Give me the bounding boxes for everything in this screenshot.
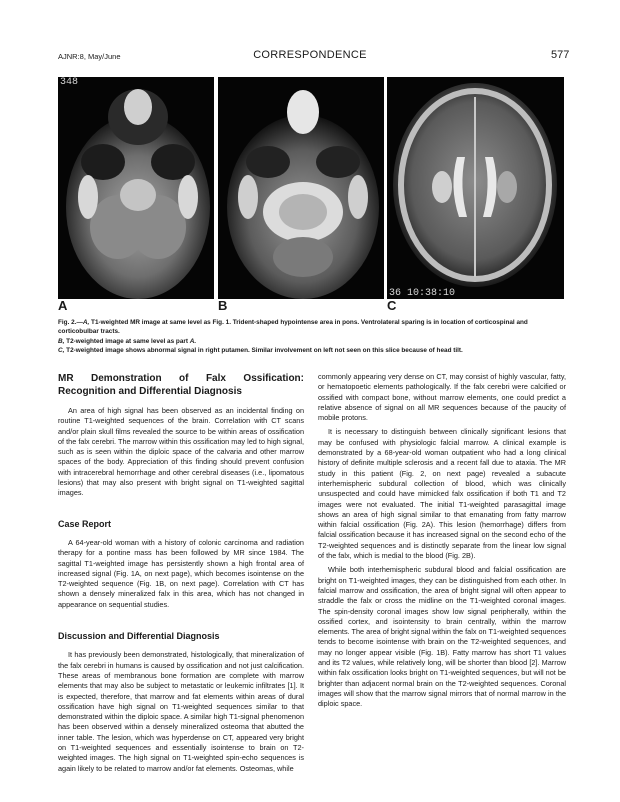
discussion-paragraph-1-continued: commonly appearing very dense on CT, may consist of highly vascular, fatty, or hematopoetic elements pathologically. If the falx cerebri were calcified or ossified with compact bone, without marrow elements, one could predict a relative absence of signal on all MR sequences because of the paucity of mobile protons. bbox=[318, 372, 566, 423]
page-number: 577 bbox=[551, 49, 570, 61]
case-report-heading: Case Report bbox=[58, 518, 112, 529]
figure-caption bbox=[58, 318, 566, 356]
caption-fig-prefix: Fig. 2.— bbox=[58, 319, 83, 326]
discussion-paragraph-3: While both interhemispheric subdural blood and falcial ossification are bright on T1-weighted images, they can be distinguished from each other. In falcial marrow and ossification, the area of bright signal will often appear to straddle the falx or cross the midline on the T1-weighted coronal images. The spin-density coronal images show low signal peripherally, within the ossified cortex, and isointensity to brain centrally, within the marrow elements. The area of bright signal within the falx on T1-weighted sequences tends to become isointense with brain on the T2-weighted sequences, and may no longer appear visible (Fig. 1B). Fatty marrow has short T1 values and its T2 values, while relatively long, will be shorter than blood [2]. Marrow within falx ossification looks bright on T1-weighted sequences, but will not be brighter than adjacent normal brain on the T2-weighted sequences. Coronal images will show that the marrow signal mirrors that of normal marrow in the diploic space. bbox=[318, 565, 566, 709]
caption-b-marker: B, bbox=[58, 337, 65, 345]
panel-label-c: C bbox=[387, 298, 397, 313]
caption-b-end: A. bbox=[189, 337, 197, 345]
case-report-paragraph: A 64-year-old woman with a history of colonic carcinoma and radiation therapy for a pontine mass has been followed by MR since 1984. The sagittal T1-weighted image has persistently shown a high frontal area of increased signal (Fig. 1A, on next page), which becomes isointense on the T2-weighted sequence (Fig. 1B, on next page). Correlation with CT has shown a densely mineralized falx in this area, which has not changed in appearance on sequential studies. bbox=[58, 537, 304, 609]
panel-a-overlay-text: 348 bbox=[60, 77, 79, 88]
mri-panel-c bbox=[387, 77, 564, 299]
panel-label-a: A bbox=[58, 298, 68, 313]
journal-reference: AJNR:8, May/June bbox=[58, 52, 121, 61]
panel-c-overlay-text: 36 10:38:10 bbox=[389, 288, 456, 299]
caption-a-text: T1-weighted MR image at same level as Fig. 1. Trident-shaped hypointense area in pons. Ventrolateral sparing is in location of corticospinal and corticobulbar tracts. bbox=[58, 319, 528, 336]
mri-panel-a bbox=[58, 77, 214, 299]
left-column bbox=[58, 372, 304, 774]
intro-paragraph: An area of high signal has been observed as an incidental finding on routine T1-weighted sequences of the brain. Correlation with CT scans and/or plain skull films revealed the source to be within areas of ossification of the falx cerebri. The marrow within this ossification may led to high signal, such as is seen within the diploic space of the calvaria and other marrow spaces of the body. Appreciation of this finding should prevent confusion with intracerebral hemorrhage and other cerebral diseases (i.e., lipomatous lesions) that may also present with bright signal on T1-weighted sagittal images. bbox=[58, 406, 304, 498]
panel-label-b: B bbox=[218, 298, 228, 313]
caption-b-text: T2-weighted image at same level as part bbox=[64, 337, 190, 345]
caption-c-text: T2-weighted image shows abnormal signal in right putamen. Similar involvement on left not seen on this slice because of head tilt. bbox=[64, 347, 463, 355]
discussion-paragraph-1: It has previously been demonstrated, histologically, that mineralization of the falx cerebri in humans is caused by ossification and not just calcification. These areas of membranous bone formation are complete with marrow elements that may also be subject to metastatic or leukemic infiltrates [1]. It is expected, therefore, that marrow and fat elements within areas of dural ossification have high signal on T1-weighted sequences similar to that demonstrated within the diploic space. A similar high T1-signal phenomenon has been observed within a densely mineralized osteoma that abutted the inner table. The lesion, which was hyperdense on CT, appeared very bright on T1-weighted sequences and essentially isointense to brain on T2-weighted images. The high signal on T1-weighted spin-echo sequences is again likely to be related to marrow and/or fat elements. Osteomas, while bbox=[58, 650, 304, 773]
section-title: CORRESPONDENCE bbox=[253, 49, 367, 61]
mri-panel-b bbox=[218, 77, 384, 299]
article-title: MR Demonstration of Falx Ossification: Recognition and Differential Diagnosis bbox=[58, 373, 304, 397]
caption-a-marker: A, bbox=[82, 319, 90, 326]
caption-c-marker: C, bbox=[58, 347, 65, 355]
discussion-heading: Discussion and Differential Diagnosis bbox=[58, 631, 220, 642]
discussion-paragraph-2: It is necessary to distinguish between clinically significant lesions that may be confused with physiologic falcial marrow. A clinical example is demonstrated by a 68-year-old woman outpatient who had a long clinical history of definite multiple sclerosis and a recent fall due to ataxia. The MR study in this patient (Fig. 2, on next page) revealed a subacute interhemispheric subdural collection of blood, which was clinically unsuspected and could have mimicked falx ossification if both T1 and T2 images were not evaluated. The initial T1-weighted parasagittal image shows an area of high signal similar to that emanating from fatty marrow within falcial ossification (Fig. 2A). This lesion (hemorrhage) differs from falcial ossification because it has increased signal on the second echo of the T2-weighted sequences and is distinctly separate from the linear low signal of the falx, which is medial to the blood (Fig. 2B). bbox=[318, 427, 566, 561]
right-column bbox=[318, 372, 566, 710]
